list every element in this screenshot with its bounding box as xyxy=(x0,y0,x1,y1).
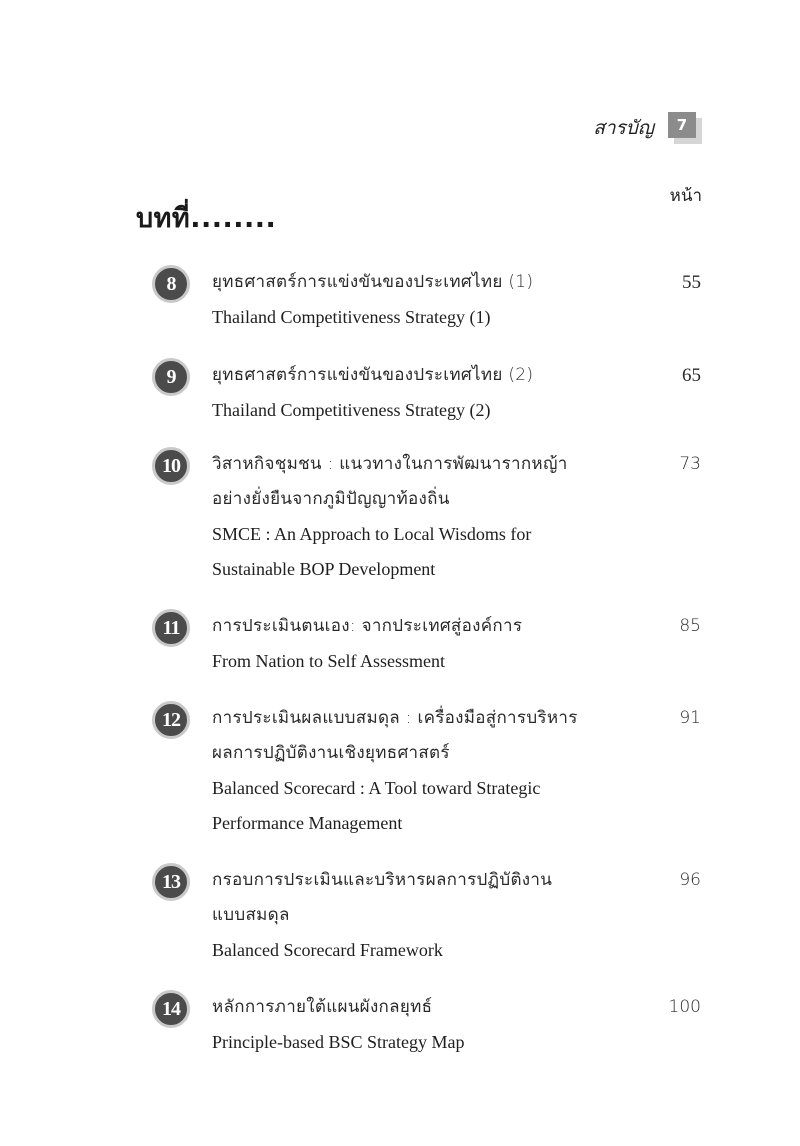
chapter-number-badge: 10 xyxy=(152,447,190,485)
chapter-number-badge: 12 xyxy=(152,701,190,739)
english-title-cont: Performance Management xyxy=(212,813,403,833)
thai-title: การประเมินตนเอง: จากประเทศสู่องค์การ xyxy=(212,616,523,636)
thai-title-cont: ผลการปฏิบัติงานเชิงยุทธศาสตร์ xyxy=(212,743,450,763)
thai-title: หลักการภายใต้แผนผังกลยุทธ์ xyxy=(212,997,433,1017)
english-title: Balanced Scorecard Framework xyxy=(212,940,443,960)
page-ref: 100 xyxy=(668,997,701,1017)
page-ref: 65 xyxy=(682,365,701,386)
page-ref: 55 xyxy=(682,272,701,293)
thai-title-cont: อย่างยั่งยืนจากภูมิปัญญาท้องถิ่น xyxy=(212,489,450,509)
thai-title: การประเมินผลแบบสมดุล : เครื่องมือสู่การบริหาร xyxy=(212,708,578,728)
chapter-number-badge: 14 xyxy=(152,990,190,1028)
thai-title: ยุทธศาสตร์การแข่งขันของประเทศไทย (2) xyxy=(212,365,534,385)
english-title: Thailand Competitiveness Strategy (1) xyxy=(212,307,491,327)
page-number-box xyxy=(668,112,702,144)
thai-title-cont: แบบสมดุล xyxy=(212,905,290,925)
thai-title: วิสาหกิจชุมชน : แนวทางในการพัฒนารากหญ้า xyxy=(212,454,568,474)
page-ref: 91 xyxy=(679,708,701,728)
chapter-number-badge: 13 xyxy=(152,863,190,901)
english-title: Principle-based BSC Strategy Map xyxy=(212,1032,465,1052)
thai-title: ยุทธศาสตร์การแข่งขันของประเทศไทย (1) xyxy=(212,272,534,292)
page-number: 7 xyxy=(668,112,696,138)
running-title: สารบัญ xyxy=(593,117,654,139)
english-title-cont: Sustainable BOP Development xyxy=(212,559,436,579)
english-title: Balanced Scorecard : A Tool toward Strategic xyxy=(212,778,541,798)
running-header xyxy=(593,112,702,144)
english-title: SMCE : An Approach to Local Wisdoms for xyxy=(212,524,532,544)
chapter-number-badge: 11 xyxy=(152,609,190,647)
chapter-number-badge: 9 xyxy=(152,358,190,396)
thai-title: กรอบการประเมินและบริหารผลการปฏิบัติงาน xyxy=(212,870,553,890)
chapter-number-badge: 8 xyxy=(152,265,190,303)
page-ref: 73 xyxy=(679,454,701,474)
page-ref: 85 xyxy=(679,616,701,636)
page-ref: 96 xyxy=(679,870,701,890)
english-title: Thailand Competitiveness Strategy (2) xyxy=(212,400,491,420)
english-title: From Nation to Self Assessment xyxy=(212,651,445,671)
chapter-heading: บทที่........ xyxy=(136,203,277,234)
page-column-label: หน้า xyxy=(669,186,702,206)
